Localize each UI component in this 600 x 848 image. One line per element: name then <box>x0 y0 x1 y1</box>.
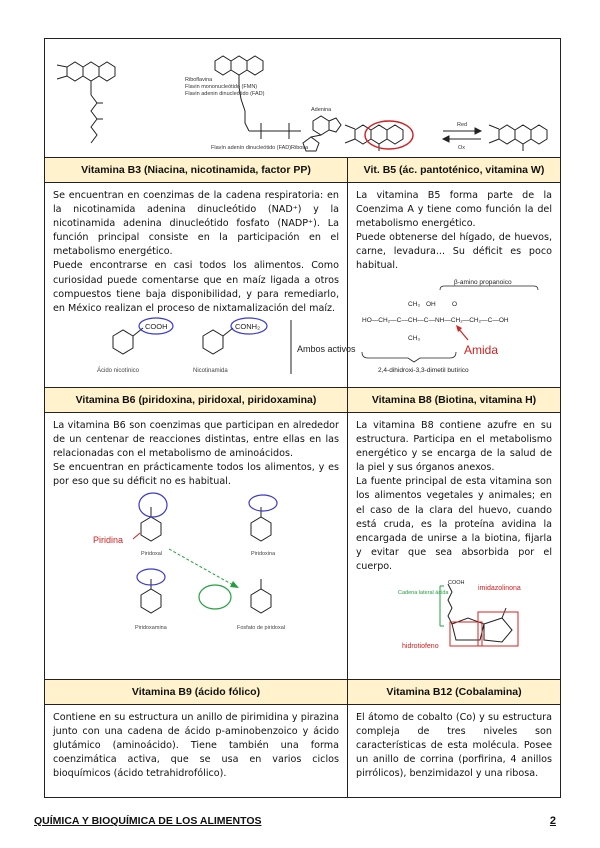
b6-paragraph-2: Se encuentran en prácticamente todos los alimentos, y es por eso que su déficit no es habitual. <box>53 462 339 488</box>
fig-caption-fad: Flavín adenín dinucleótido (FAD) <box>211 145 292 151</box>
b5-paragraph-1: La vitamina B5 forma parte de la Coenzima A y tiene como función la del metabolismo energético. <box>356 190 552 230</box>
b5-formula: HO—CH₂—C—CH—C—NH—CH₂—CH₂—C—OH <box>362 316 509 324</box>
cooh-group: COOH <box>145 321 168 331</box>
b8-paragraph-2: La fuente principal de esta vitamina son los alimentos vegetales y animales; en el caso de la clara del huevo, cuando está cruda, es la proteína avidina la encargada de unirse a la biotina, fijarla y evitar que sea absorbida por el cuerpo. <box>356 476 552 572</box>
biotin-figure <box>356 578 553 652</box>
b8-paragraph-1: La vitamina B8 contiene azufre en su estructura. Participa en el metabolismo energético y se encarga de la salud de la piel y sus órganos anexos. <box>356 420 552 474</box>
imidazolinona-label: imidazolinona <box>478 585 521 593</box>
amida-label: Amida <box>464 342 499 357</box>
cadena-lateral-label: Cadena lateral ácida <box>398 590 449 597</box>
acido-nicotinico-label: Ácido nicotínico <box>97 367 140 374</box>
b6-header: Vitamina B6 (piridoxina, piridoxal, piridoxamina) <box>45 388 348 413</box>
pyridoxine-figure <box>53 493 340 641</box>
b9-cell <box>45 705 348 798</box>
biotin-cooh: COOH <box>448 580 465 587</box>
footer-title: QUÍMICA Y BIOQUÍMICA DE LOS ALIMENTOS <box>34 815 262 827</box>
b12-cell <box>348 705 561 798</box>
fosfato-piridoxal-label: Fosfato de piridoxal <box>237 625 285 632</box>
fig-label-ribosa: Ribosa <box>291 145 309 151</box>
b9-header: Vitamina B9 (ácido fólico) <box>45 680 348 705</box>
top-figure-cell <box>45 39 561 158</box>
b3-paragraph-2: Puede encontrarse en casi todos los alimentos. Como curiosidad puede comentarse que en maíz ligada a otros compuestos tiene baja disponibilidad, y para remediarlo, en México realizan el proceso de nixtamalización del maíz. <box>53 260 339 314</box>
vitamins-table <box>44 38 561 798</box>
blue-highlight-circle <box>139 493 167 517</box>
pantothenic-figure <box>356 276 553 376</box>
b6-paragraph-1: La vitamina B6 son coenzimas que participan en alrededor de un centenar de reacciones distintas, entre ellas en las relacionadas con el metabolismo de aminoácidos. <box>53 420 339 460</box>
b5-paragraph-2: Puede obtenerse del hígado, de huevos, carne, levadura... Su déficit es poco habitual. <box>356 232 552 272</box>
b3-paragraph-1: Se encuentran en coenzimas de la cadena respiratoria: en la nicotinamida adenina dinucleótido (NAD⁺) y la nicotinamida adenina dinucleótido fosfato (NADP⁺). La función principal consiste en la participación en el metabolismo energético. <box>53 190 339 258</box>
b8-cell <box>348 413 561 680</box>
butirico-label: 2,4-dihidroxi-3,3-dimetil butírico <box>378 366 469 374</box>
o-group: O <box>452 300 458 308</box>
page-number: 2 <box>549 815 556 827</box>
b12-header: Vitamina B12 (Cobalamina) <box>348 680 561 705</box>
fig-label-adenina: Adenina <box>311 107 332 113</box>
riboflavin-figure <box>45 39 561 153</box>
beta-amino-label: β-amino propanoico <box>454 278 512 286</box>
piridina-label: Piridina <box>93 535 124 546</box>
blue-highlight-circle <box>249 495 277 511</box>
b8-header: Vitamina B8 (Biotina, vitamina H) <box>348 388 561 413</box>
piridoxamina-label: Piridoxamina <box>135 625 167 632</box>
ambos-activos-note: Ambos activos <box>297 343 356 354</box>
b9-paragraph-1: Contiene en su estructura un anillo de pirimidina y pirazina junto con una cadena de ácido p-aminobenzoico y ácido glutámico (aminoácido). Tiene también una forma coenzimática activa, que se usa en varios ciclos bioquímicos (ácido tetrahidrofólico). <box>53 712 339 780</box>
b12-paragraph-1: El átomo de cobalto (Co) y su estructura compleja de tres niveles son características de esta molécula. Posee un anillo de corrina (porfirina, 4 anillos pirrólicos), benzimidazol y una ribosa. <box>356 712 552 780</box>
piridoxina-label: Piridoxina <box>251 551 276 558</box>
b3-cell <box>45 183 356 388</box>
piridoxal-label: Piridoxal <box>141 551 163 558</box>
niacin-figure <box>53 318 356 380</box>
fig-label-red: Red <box>457 122 468 128</box>
b3-header: Vitamina B3 (Niacina, nicotinamida, factor PP) <box>45 158 348 183</box>
oh-group: OH <box>426 300 436 308</box>
ch3-bottom: CH₃ <box>408 334 421 342</box>
b5-cell <box>348 183 561 388</box>
b6-cell <box>45 413 348 680</box>
fig-label-riboflavina: Riboflavina <box>185 77 213 83</box>
b5-header: Vit. B5 (ác. pantoténico, vitamina W) <box>348 158 561 183</box>
conh2-group: CONH₂ <box>235 321 260 331</box>
hidrotiofeno-label: hidrotiofeno <box>402 643 439 651</box>
ch3-top: CH₃ <box>408 300 421 308</box>
fig-label-fmn: Flavin mononucleótido (FMN) <box>185 84 258 90</box>
fig-label-fad: Flavin adenin dinucleótido (FAD) <box>185 91 265 97</box>
green-highlight-circle <box>199 585 231 609</box>
nicotinamida-label: Nicotinamida <box>193 367 228 374</box>
red-highlight-circle <box>365 121 413 149</box>
fig-label-ox: Ox <box>458 145 466 151</box>
